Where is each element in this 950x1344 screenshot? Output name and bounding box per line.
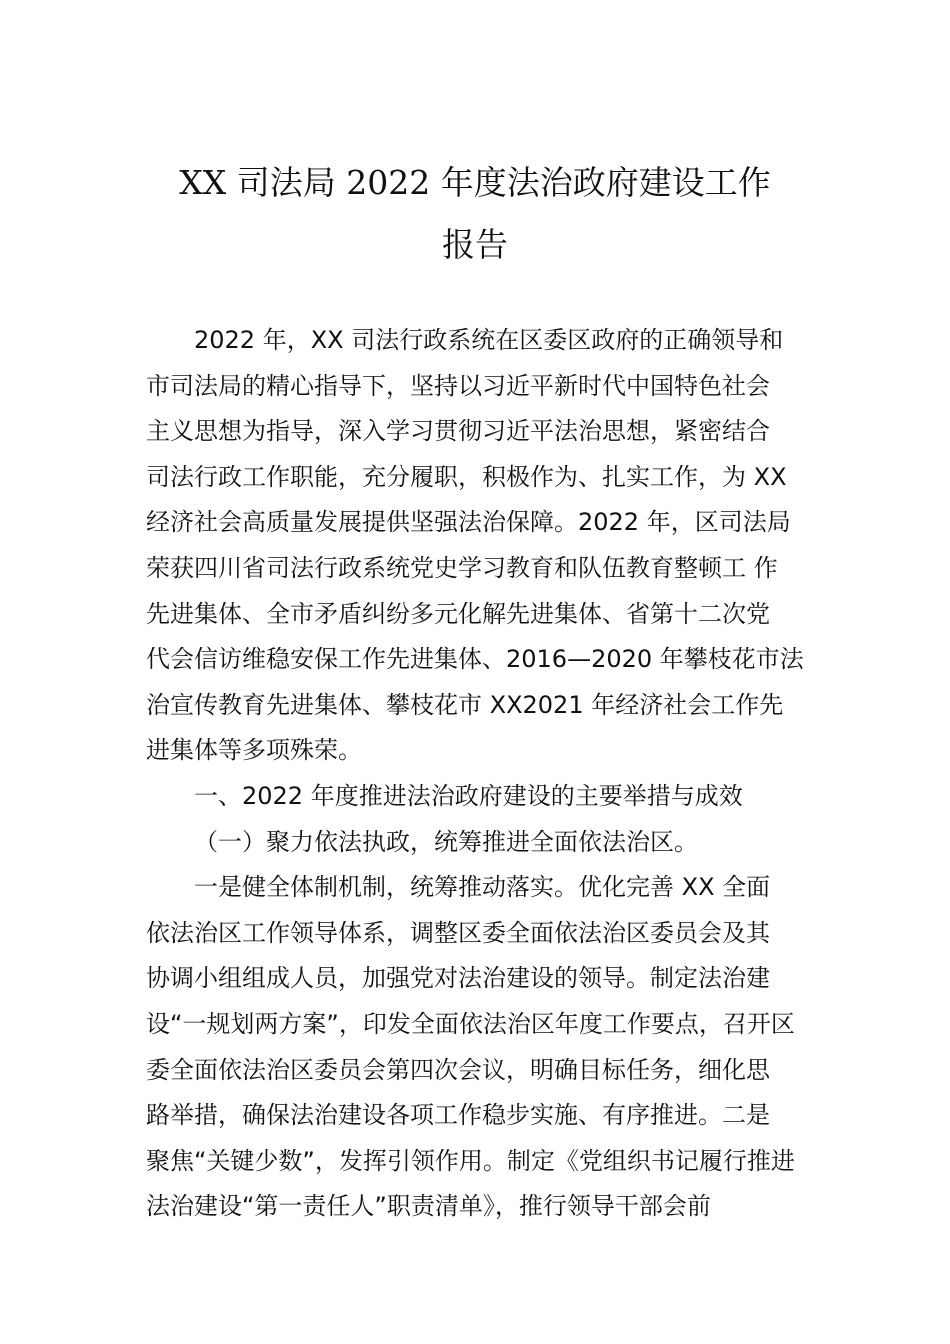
title-line-1: XX 司法局 2022 年度法治政府建设工作 — [179, 163, 771, 202]
body-line: 路举措，确保法治建设各项工作稳步实施、有序推进。二是 — [146, 1101, 770, 1130]
body-line: 法治建设“第一责任人”职责清单》，推行领导干部会前 — [146, 1192, 711, 1221]
body-line: 一是健全体制机制，统筹推动落实。优化完善 XX 全面 — [194, 873, 771, 902]
body-line: 经济社会高质量发展提供坚强法治保障。2022 年，区司法局 — [146, 508, 791, 537]
body-line: （一）聚力依法执政，统筹推进全面依法治区。 — [194, 827, 698, 856]
body-line: 主义思想为指导，深入学习贯彻习近平法治思想，紧密结合 — [146, 417, 770, 446]
body-line: 治宣传教育先进集体、攀枝花市 XX2021 年经济社会工作先 — [146, 690, 784, 719]
body-line: 进集体等多项殊荣。 — [146, 736, 362, 765]
body-line: 一、2022 年度推进法治政府建设的主要举措与成效 — [194, 781, 743, 810]
body-line: 委全面依法治区委员会第四次会议，明确目标任务，细化思 — [146, 1055, 770, 1084]
body-line: 代会信访维稳安保工作先进集体、2016—2020 年攀枝花市法 — [146, 645, 804, 674]
body-line: 荣获四川省司法行政系统党史学习教育和队伍教育整顿工 作 — [146, 553, 778, 582]
body-line: 设“一规划两方案”，印发全面依法治区年度工作要点，召开区 — [146, 1009, 795, 1038]
body-line: 市司法局的精心指导下，坚持以习近平新时代中国特色社会 — [146, 371, 770, 400]
body-line: 2022 年，XX 司法行政系统在区委区政府的正确领导和 — [194, 326, 784, 354]
body-line: 协调小组组成人员，加强党对法治建设的领导。制定法治建 — [146, 964, 770, 993]
document-title — [120, 152, 830, 276]
body-line: 先进集体、全市矛盾纠纷多元化解先进集体、省第十二次党 — [146, 599, 770, 628]
body-line: 司法行政工作职能，充分履职，积极作为、扎实工作，为 XX — [146, 462, 787, 491]
body-line: 聚焦“关键少数”，发挥引领作用。制定《党组织书记履行推进 — [146, 1146, 795, 1175]
document-body — [146, 318, 810, 1230]
title-line-2: 报告 — [442, 225, 508, 264]
body-line: 依法治区工作领导体系，调整区委全面依法治区委员会及其 — [146, 918, 770, 947]
